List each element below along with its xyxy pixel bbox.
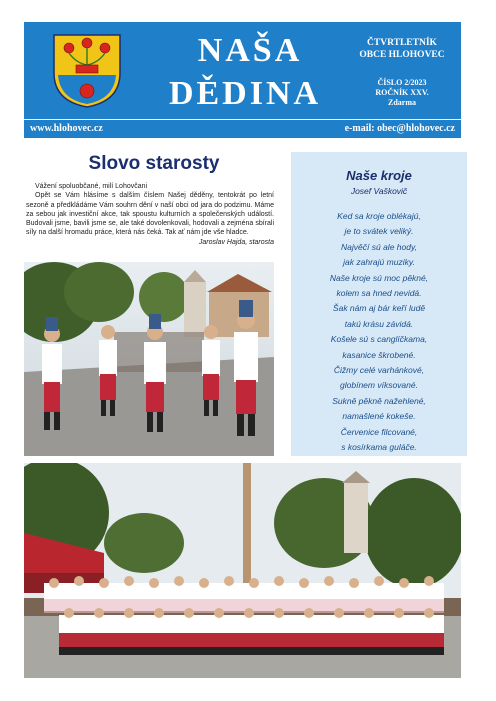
frequency-label: ČTVRTLETNÍK <box>367 38 437 48</box>
publisher-label: OBCE HLOHOVEC <box>359 50 445 60</box>
poem-line: Šak nám aj bár keří ludě <box>332 303 426 314</box>
poem-line: Sukně pěkně nažehlené, <box>332 395 426 406</box>
poem-line: Ked sa kroje oblékajú, <box>337 211 421 221</box>
masthead-title-line2: DĚDINA <box>168 75 322 112</box>
poem-line: je to svátek veliký. <box>344 226 414 237</box>
poem-line: jak zahrajú muziky. <box>343 257 415 268</box>
email-link[interactable]: e-mail: obec@hlohovec.cz <box>344 123 455 134</box>
article-greeting: Vážení spoluobčané, milí Lohovčani <box>35 183 148 190</box>
article-signature: Jaroslav Hajda, starosta <box>198 238 274 246</box>
folk-group-photo <box>24 463 461 678</box>
poem-line: globínem víksované. <box>340 380 418 391</box>
poem-line: Červenice filcované, <box>340 426 418 437</box>
price-label: Zdarma <box>388 98 416 107</box>
poem-line: takú krásu závidá. <box>344 318 414 329</box>
contact-bar <box>24 120 461 138</box>
website-link[interactable]: www.hlohovec.cz <box>30 123 103 134</box>
poem-line: Najvěčí sú ale hody, <box>341 241 417 252</box>
poem-line: kolem sa hned nevidá. <box>336 288 422 299</box>
volume-number: ROČNÍK XXV. <box>375 88 429 97</box>
article-title: Slovo starosty <box>88 153 220 174</box>
poem-line: Košele sú s canglíčkama, <box>330 334 428 345</box>
issue-number: ČÍSLO 2/2023 <box>377 78 427 87</box>
poem-line: s kosírkama guláče. <box>341 442 417 453</box>
poem-line: namašlené kokeše. <box>342 411 416 422</box>
municipal-crest-icon <box>52 33 122 109</box>
article-paragraph: Opět se Vám hlásíme s dalším číslem Našej děděny, tentokrát po letní sezoně a předkládáme Vám souhrn dění v naší obci od jara do podzimu. Máme za sebou jak investiční akce, tak spoustu kulturních a společenských událostí. Budovali jsme, bavili jsme se, ale také dovolenkovali, hodovali a zejména sbírali síly na další hromadu práce, která nás čeká. Tak ať nám jde vše hladce. <box>26 192 274 237</box>
poem-line: Čižmy celé varhánkové, <box>333 365 425 376</box>
poem-lines <box>291 209 467 456</box>
poem-line: Naše kroje sú moc pěkné, <box>329 272 429 283</box>
poem-title: Naše kroje <box>346 168 412 183</box>
poem-line: kasanice škrobené. <box>342 349 416 360</box>
masthead-title-line1: NAŠA <box>197 32 303 69</box>
poem-author: Josef Vaškovič <box>350 186 408 196</box>
article-body <box>26 182 274 247</box>
folk-procession-photo <box>24 262 274 456</box>
